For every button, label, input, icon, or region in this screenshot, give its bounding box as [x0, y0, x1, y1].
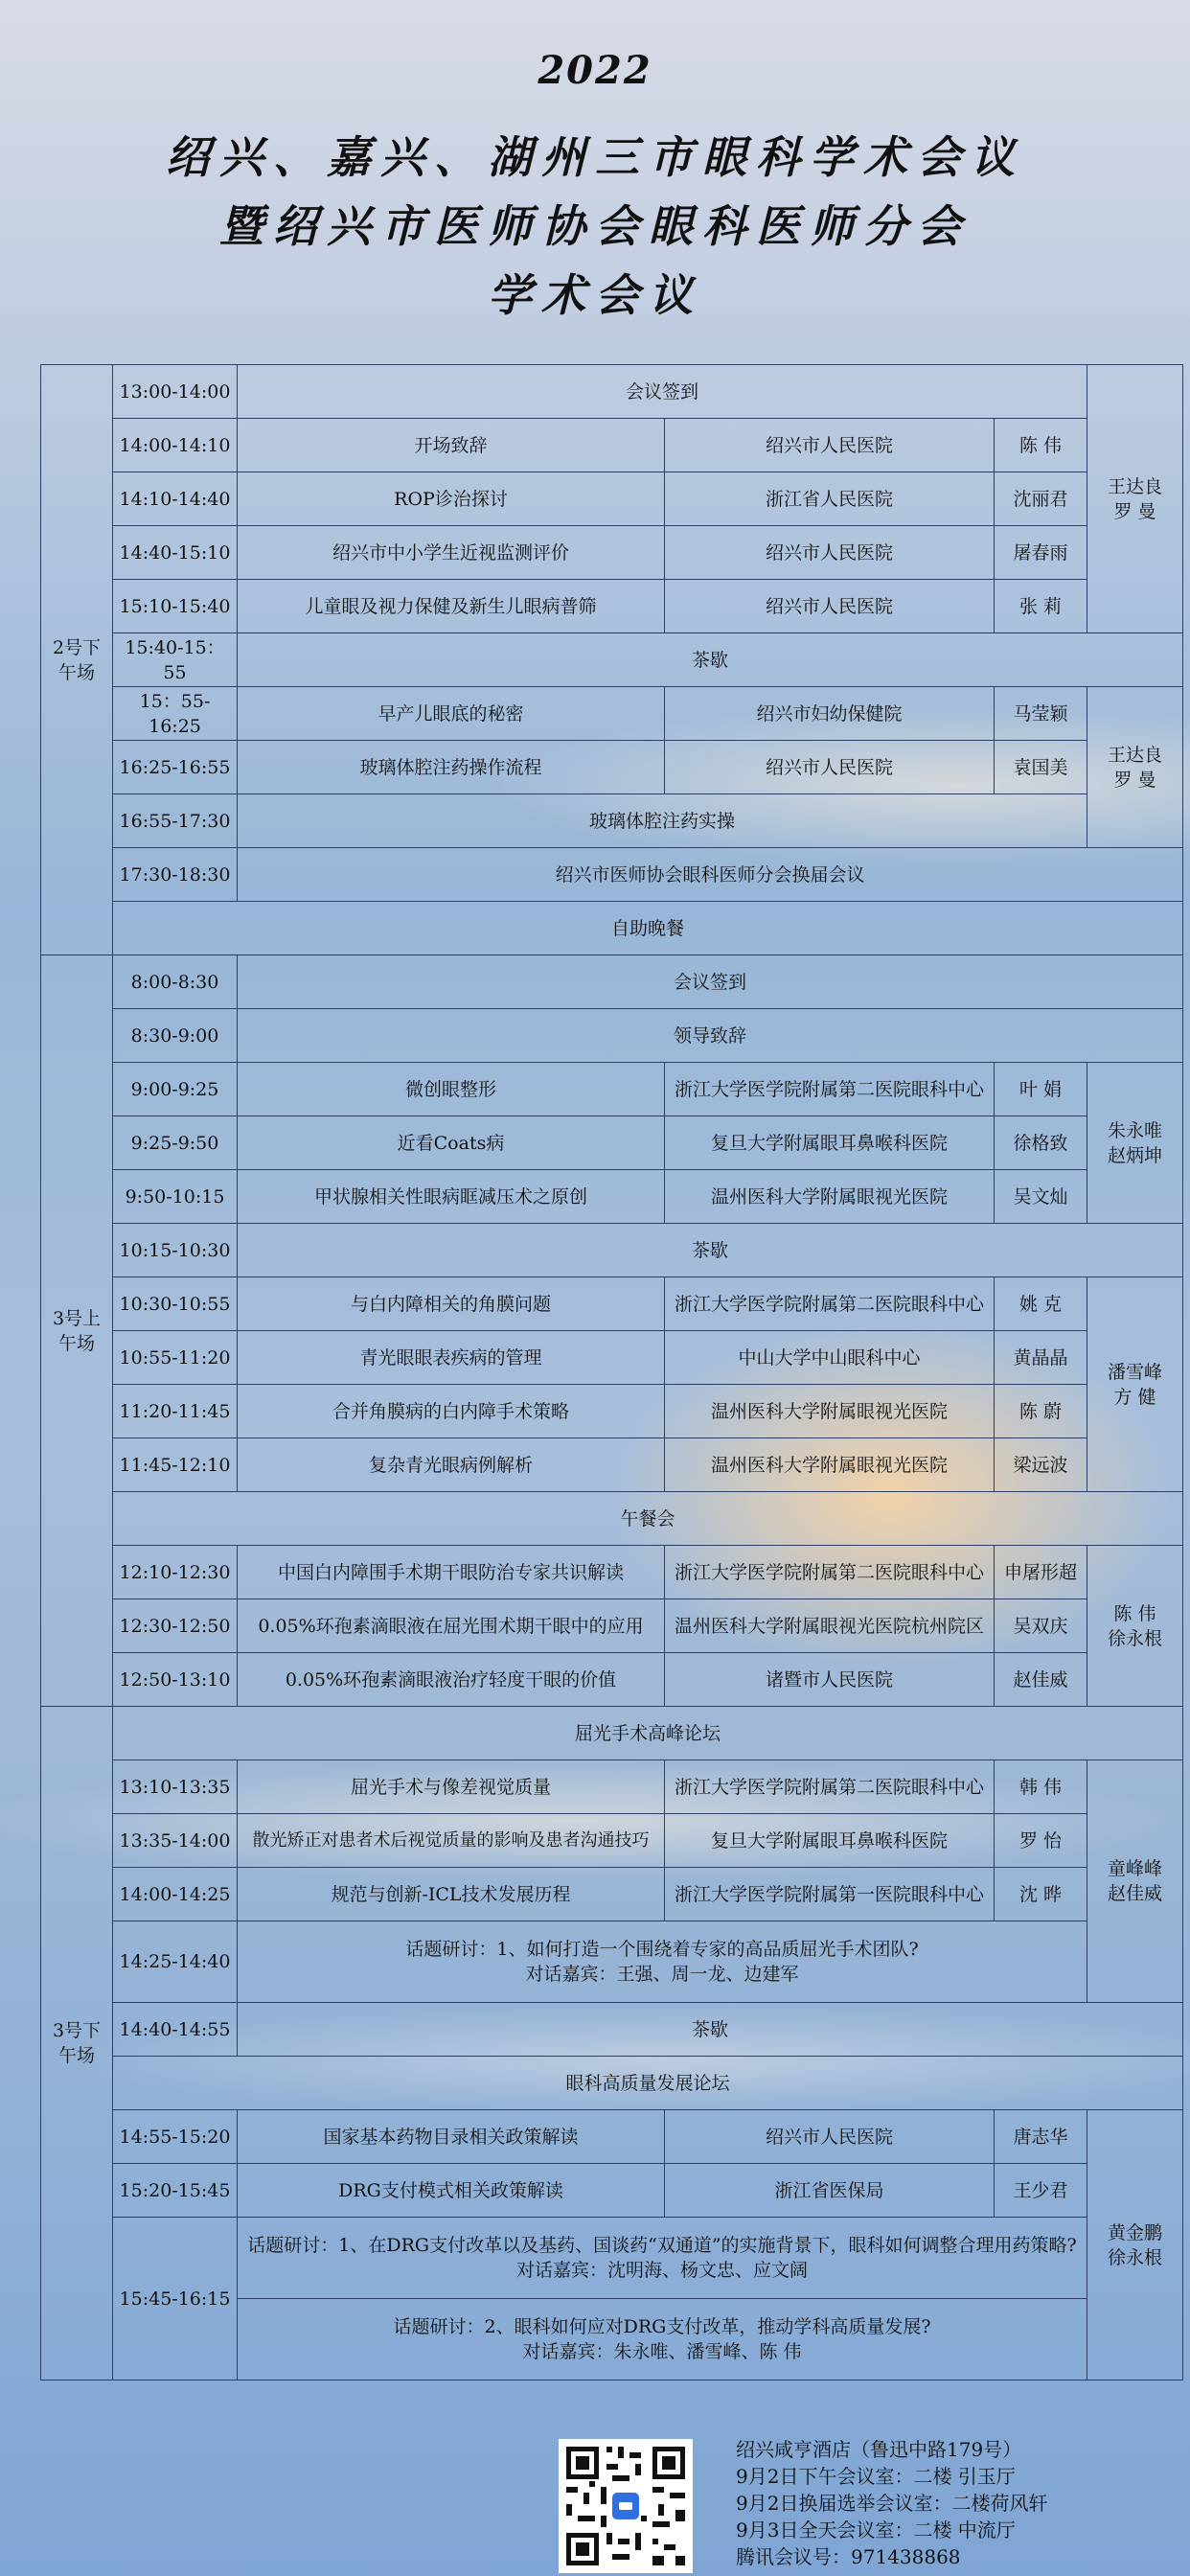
- table-row: [41, 2164, 1183, 2218]
- speaker-cell: 叶 娟: [995, 1063, 1087, 1116]
- topic-cell: 绍兴市中小学生近视监测评价: [238, 526, 665, 580]
- topic-cell: 国家基本药物目录相关政策解读: [238, 2110, 665, 2164]
- time-cell: 8:00-8:30: [113, 955, 238, 1009]
- time-cell: 16:55-17:30: [113, 794, 238, 848]
- time-cell: 11:20-11:45: [113, 1385, 238, 1438]
- time-cell: 13:10-13:35: [113, 1760, 238, 1814]
- topic-cell: 开场致辞: [238, 419, 665, 472]
- table-row: [41, 1707, 1183, 1760]
- topic-cell: 中国白内障围手术期干眼防治专家共识解读: [238, 1546, 665, 1599]
- chair-cell: 童峰峰 赵佳威: [1087, 1760, 1183, 2003]
- table-row: [41, 526, 1183, 580]
- table-row: [41, 1385, 1183, 1438]
- time-cell: 14:00-14:10: [113, 419, 238, 472]
- org-cell: 诸暨市人民医院: [665, 1653, 995, 1707]
- table-row: [41, 1599, 1183, 1653]
- time-cell: 12:30-12:50: [113, 1599, 238, 1653]
- speaker-cell: 徐格致: [995, 1116, 1087, 1170]
- speaker-cell: 陈 蔚: [995, 1385, 1087, 1438]
- topic-cell: 领导致辞: [238, 1009, 1183, 1063]
- table-row: [41, 1492, 1183, 1546]
- venue-address: 绍兴咸亨酒店（鲁迅中路179号）: [736, 2438, 1022, 2461]
- chair-cell: 潘雪峰 方 健: [1087, 1277, 1183, 1492]
- title-line-2: 暨绍兴市医师协会眼科医师分会: [219, 200, 971, 252]
- speaker-cell: 王少君: [995, 2164, 1087, 2218]
- time-cell: 15:45-16:15: [113, 2218, 238, 2380]
- org-cell: 浙江大学医学院附属第一医院眼科中心: [665, 1868, 995, 1921]
- time-cell: 8:30-9:00: [113, 1009, 238, 1063]
- speaker-cell: 梁远波: [995, 1438, 1087, 1492]
- topic-cell: 早产儿眼底的秘密: [238, 687, 665, 741]
- topic-cell: 甲状腺相关性眼病眶减压术之原创: [238, 1170, 665, 1224]
- org-cell: 浙江省医保局: [665, 2164, 995, 2218]
- time-cell: 14:10-14:40: [113, 472, 238, 526]
- table-row: [41, 580, 1183, 633]
- room-info-2: 9月2日换届选举会议室：二楼荷风轩: [736, 2492, 1048, 2515]
- title-line-1: 绍兴、嘉兴、湖州三市眼科学术会议: [166, 131, 1024, 183]
- org-cell: 绍兴市人民医院: [665, 741, 995, 794]
- time-cell: 13:35-14:00: [113, 1814, 238, 1868]
- title-line-3: 学术会议: [488, 269, 702, 321]
- topic-cell: 规范与创新-ICL技术发展历程: [238, 1868, 665, 1921]
- table-row: [41, 1224, 1183, 1277]
- time-cell: 15:40-15：55: [113, 633, 238, 687]
- time-cell: 14:00-14:25: [113, 1868, 238, 1921]
- org-cell: 绍兴市人民医院: [665, 2110, 995, 2164]
- org-cell: 复旦大学附属眼耳鼻喉科医院: [665, 1814, 995, 1868]
- discussion-cell: 话题研讨：2、眼科如何应对DRG支付改革，推动学科高质量发展? 对话嘉宾：朱永唯、潘雪峰、陈 伟: [238, 2299, 1087, 2380]
- session-label: 2号下午场: [41, 365, 113, 955]
- speaker-cell: 赵佳威: [995, 1653, 1087, 1707]
- room-info-3: 9月3日全天会议室：二楼 中流厅: [736, 2518, 1016, 2542]
- table-row: [41, 2003, 1183, 2057]
- table-row: [41, 1009, 1183, 1063]
- speaker-cell: 张 莉: [995, 580, 1087, 633]
- topic-cell: 玻璃体腔注药操作流程: [238, 741, 665, 794]
- chair-cell: 陈 伟 徐永根: [1087, 1546, 1183, 1707]
- table-row: [41, 2110, 1183, 2164]
- speaker-cell: 唐志华: [995, 2110, 1087, 2164]
- table-row: [41, 2218, 1183, 2299]
- speaker-cell: 韩 伟: [995, 1760, 1087, 1814]
- topic-cell: ROP诊治探讨: [238, 472, 665, 526]
- topic-cell: 茶歇: [238, 1224, 1183, 1277]
- org-cell: 绍兴市人民医院: [665, 419, 995, 472]
- time-cell: 14:25-14:40: [113, 1921, 238, 2003]
- time-cell: 10:30-10:55: [113, 1277, 238, 1331]
- schedule-table: [40, 364, 1183, 2380]
- table-row: [41, 365, 1183, 419]
- org-cell: 浙江大学医学院附属第二医院眼科中心: [665, 1277, 995, 1331]
- org-cell: 绍兴市人民医院: [665, 526, 995, 580]
- org-cell: 温州医科大学附属眼视光医院: [665, 1438, 995, 1492]
- topic-cell: 与白内障相关的角膜问题: [238, 1277, 665, 1331]
- topic-cell: 茶歇: [238, 633, 1183, 687]
- org-cell: 复旦大学附属眼耳鼻喉科医院: [665, 1116, 995, 1170]
- table-row: [41, 955, 1183, 1009]
- table-row: [41, 794, 1183, 848]
- time-cell: 15:10-15:40: [113, 580, 238, 633]
- topic-cell: 0.05%环孢素滴眼液治疗轻度干眼的价值: [238, 1653, 665, 1707]
- org-cell: 浙江大学医学院附属第二医院眼科中心: [665, 1063, 995, 1116]
- venue-info: [736, 2436, 1047, 2570]
- speaker-cell: 沈丽君: [995, 472, 1087, 526]
- topic-cell: 散光矫正对患者术后视觉质量的影响及患者沟通技巧: [238, 1814, 665, 1868]
- table-row: [41, 848, 1183, 902]
- org-cell: 温州医科大学附属眼视光医院杭州院区: [665, 1599, 995, 1653]
- session-label: 3号上午场: [41, 955, 113, 1707]
- speaker-cell: 马莹颖: [995, 687, 1087, 741]
- topic-cell: 午餐会: [113, 1492, 1183, 1546]
- table-row: [41, 687, 1183, 741]
- discussion-cell: 话题研讨：1、如何打造一个围绕着专家的高品质屈光手术团队? 对话嘉宾：王强、周一龙、边建军: [238, 1921, 1087, 2003]
- table-row: [41, 1277, 1183, 1331]
- speaker-cell: 罗 怡: [995, 1814, 1087, 1868]
- time-cell: 14:40-15:10: [113, 526, 238, 580]
- speaker-cell: 姚 克: [995, 1277, 1087, 1331]
- table-row: [41, 1331, 1183, 1385]
- qr-code: [559, 2439, 693, 2573]
- time-cell: 14:40-14:55: [113, 2003, 238, 2057]
- speaker-cell: 陈 伟: [995, 419, 1087, 472]
- topic-cell: 自助晚餐: [113, 902, 1183, 955]
- org-cell: 浙江大学医学院附属第二医院眼科中心: [665, 1546, 995, 1599]
- time-cell: 12:50-13:10: [113, 1653, 238, 1707]
- time-cell: 12:10-12:30: [113, 1546, 238, 1599]
- speaker-cell: 吴文灿: [995, 1170, 1087, 1224]
- speaker-cell: 吴双庆: [995, 1599, 1087, 1653]
- table-row: [41, 1921, 1183, 2003]
- topic-cell: 合并角膜病的白内障手术策略: [238, 1385, 665, 1438]
- topic-cell: 玻璃体腔注药实操: [238, 794, 1087, 848]
- topic-cell: 儿童眼及视力保健及新生儿眼病普筛: [238, 580, 665, 633]
- time-cell: 13:00-14:00: [113, 365, 238, 419]
- speaker-cell: 袁国美: [995, 741, 1087, 794]
- chair-cell: 朱永唯 赵炳坤: [1087, 1063, 1183, 1224]
- time-cell: 11:45-12:10: [113, 1438, 238, 1492]
- time-cell: 10:15-10:30: [113, 1224, 238, 1277]
- table-row: [41, 1438, 1183, 1492]
- time-cell: 15:20-15:45: [113, 2164, 238, 2218]
- time-cell: 10:55-11:20: [113, 1331, 238, 1385]
- table-row: [41, 472, 1183, 526]
- org-cell: 温州医科大学附属眼视光医院: [665, 1385, 995, 1438]
- table-row: [41, 1170, 1183, 1224]
- topic-cell: 会议签到: [238, 955, 1183, 1009]
- speaker-cell: 申屠形超: [995, 1546, 1087, 1599]
- speaker-cell: 黄晶晶: [995, 1331, 1087, 1385]
- table-row: [41, 741, 1183, 794]
- time-cell: 9:50-10:15: [113, 1170, 238, 1224]
- year: 2022: [538, 48, 652, 93]
- chair-cell: 王达良 罗 曼: [1087, 365, 1183, 633]
- topic-cell: 微创眼整形: [238, 1063, 665, 1116]
- topic-cell: 会议签到: [238, 365, 1087, 419]
- org-cell: 绍兴市妇幼保健院: [665, 687, 995, 741]
- speaker-cell: 沈 晔: [995, 1868, 1087, 1921]
- topic-cell: 屈光手术与像差视觉质量: [238, 1760, 665, 1814]
- org-cell: 中山大学中山眼科中心: [665, 1331, 995, 1385]
- topic-cell: 青光眼眼表疾病的管理: [238, 1331, 665, 1385]
- org-cell: 浙江大学医学院附属第二医院眼科中心: [665, 1760, 995, 1814]
- table-row: [41, 1814, 1183, 1868]
- org-cell: 绍兴市人民医院: [665, 580, 995, 633]
- table-row: [41, 2057, 1183, 2110]
- topic-cell: 近看Coats病: [238, 1116, 665, 1170]
- topic-cell: DRG支付模式相关政策解读: [238, 2164, 665, 2218]
- topic-cell: 绍兴市医师协会眼科医师分会换届会议: [238, 848, 1183, 902]
- topic-cell: 茶歇: [238, 2003, 1183, 2057]
- speaker-cell: 屠春雨: [995, 526, 1087, 580]
- forum-title: 屈光手术高峰论坛: [113, 1707, 1183, 1760]
- time-cell: 15：55-16:25: [113, 687, 238, 741]
- table-row: [41, 1868, 1183, 1921]
- topic-cell: 0.05%环孢素滴眼液在屈光围术期干眼中的应用: [238, 1599, 665, 1653]
- room-info-1: 9月2日下午会议室：二楼 引玉厅: [736, 2465, 1016, 2488]
- time-cell: 16:25-16:55: [113, 741, 238, 794]
- topic-cell: 复杂青光眼病例解析: [238, 1438, 665, 1492]
- table-row: [41, 633, 1183, 687]
- time-cell: 14:55-15:20: [113, 2110, 238, 2164]
- forum-title: 眼科高质量发展论坛: [113, 2057, 1183, 2110]
- table-row: [41, 1760, 1183, 1814]
- org-cell: 温州医科大学附属眼视光医院: [665, 1170, 995, 1224]
- table-row: [41, 1063, 1183, 1116]
- chair-cell: 黄金鹏 徐永根: [1087, 2110, 1183, 2380]
- org-cell: 浙江省人民医院: [665, 472, 995, 526]
- tencent-meeting-id: 腾讯会议号：971438868: [736, 2545, 961, 2568]
- time-cell: 9:25-9:50: [113, 1116, 238, 1170]
- table-row: [41, 1116, 1183, 1170]
- discussion-cell: 话题研讨：1、在DRG支付改革以及基药、国谈药“双通道”的实施背景下，眼科如何调整合理用药策略? 对话嘉宾：沈明海、杨文忠、应文阔: [238, 2218, 1087, 2299]
- table-row: [41, 902, 1183, 955]
- table-row: [41, 419, 1183, 472]
- session-label: 3号下午场: [41, 1707, 113, 2380]
- table-row: [41, 1653, 1183, 1707]
- time-cell: 9:00-9:25: [113, 1063, 238, 1116]
- table-row: [41, 1546, 1183, 1599]
- time-cell: 17:30-18:30: [113, 848, 238, 902]
- chair-cell: 王达良 罗 曼: [1087, 687, 1183, 848]
